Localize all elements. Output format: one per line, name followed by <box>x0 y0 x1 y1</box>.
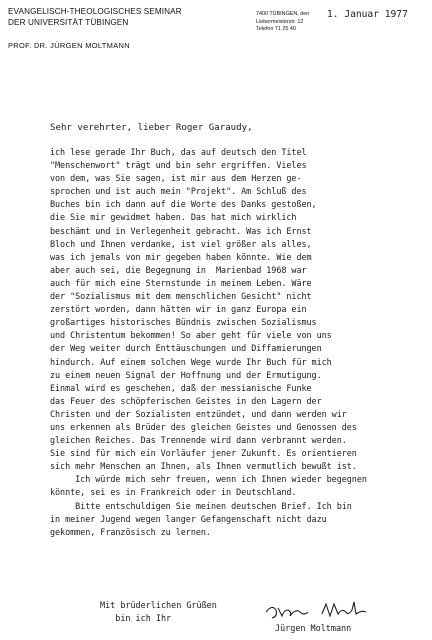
body-line: von dem, was Sie sagen, ist mir aus dem Herzen ge- <box>50 173 302 184</box>
closing-line: Mit brüderlichen Grüßen <box>100 600 217 610</box>
body-line: der "Sozialismus mit dem menschlichen Gesicht" nicht <box>50 291 312 302</box>
body-line: der Weg weiter durch Enttäuschungen und Diffamierungen <box>50 343 322 354</box>
city-line: 7400 TÜBINGEN, den <box>256 11 310 17</box>
body-line: Ich würde mich sehr freuen, wenn ich Ihnen wieder begegnen <box>50 474 367 485</box>
body-line: gekommen, Französisch zu lernen. <box>50 526 211 537</box>
body-line: Sie sind für mich ein Vorläufer jener Zukunft. Es orientieren <box>50 448 357 459</box>
body-line: was ich jemals von mir gegeben haben könnte. Wie dem <box>50 251 312 262</box>
institution-line-2: DER UNIVERSITÄT TÜBINGEN <box>8 18 129 27</box>
closing-line: bin ich Ihr <box>100 613 172 624</box>
body-line: Einmal wird es geschehen, daß der messianische Funke <box>50 382 312 393</box>
body-line: auch für mich eine Sternstunde in meinem Leben. Wäre <box>50 277 312 288</box>
body-line: "Menschenwort" trägt und bin sehr ergriffen. Vieles <box>50 160 307 171</box>
body-line: aber auch sei, die Begegnung in Marienbad 1968 war <box>50 264 307 275</box>
body-line: Bloch und Ihnen verdanke, ist viel größer als alles, <box>50 238 312 249</box>
body-line: Bitte entschuldigen Sie meinen deutschen Brief. Ich bin <box>50 500 352 511</box>
institution-line-1: EVANGELISCH-THEOLOGISCHES SEMINAR <box>8 7 182 16</box>
body-line: das Feuer des schöpferischen Geistes in den Lagern der <box>50 395 322 406</box>
body-line: zerstört worden, dann hätten wir in ganz Europa ein <box>50 304 307 315</box>
body-line: und Christentum bekommen! So aber geht für viele von uns <box>50 330 332 341</box>
body-line: Christen und der Sozialisten entzündet, und dann werden wir <box>50 408 347 419</box>
body-line: sprochen und ist auch mein "Projekt". Am Schluß des <box>50 186 307 197</box>
professor-name: PROF. DR. JÜRGEN MOLTMANN <box>8 41 130 50</box>
body-line: zu einem neuen Signal der Hoffnung und der Ermutigung. <box>50 369 322 380</box>
body-line: in meiner Jugend wegen langer Gefangenschaft nicht dazu <box>50 513 327 524</box>
body-line: Buches bin ich dann auf die Worte des Danks gestoßen, <box>50 199 317 210</box>
salutation: Sehr verehrter, lieber Roger Garaudy, <box>50 123 253 133</box>
signer-name: Jürgen Moltmann <box>275 623 352 633</box>
body-line: uns erkennen als Brüder des gleichen Geistes und Genossen des <box>50 421 357 432</box>
letterhead-address <box>256 11 309 34</box>
letter-body <box>50 146 367 539</box>
body-line: gleichen Reiches. Das Trennende wird dann verbrannt werden. <box>50 435 347 446</box>
handwritten-signature <box>260 598 370 622</box>
body-line: großartiges historisches Bündnis zwischen Sozialismus <box>50 317 317 328</box>
street-line: Liebermeisterstr. 12 <box>256 18 304 25</box>
phone-line: Telefon 71 25 40 <box>256 26 296 33</box>
letter-date: 1. Januar 1977 <box>327 9 408 20</box>
letterhead-institution <box>8 6 182 51</box>
body-line: die Sie mir gewidmet haben. Das hat mich wirklich <box>50 212 297 223</box>
body-line: beschämt und in Verlegenheit gebracht. Was ich Ernst <box>50 225 312 236</box>
letter-closing <box>100 599 217 625</box>
body-line: könnte, sei es in Frankreich oder in Deutschland. <box>50 487 297 498</box>
body-line: sich mehr Menschen an Ihnen, als Ihnen vermutlich bewußt ist. <box>50 461 357 472</box>
body-line: ich lese gerade Ihr Buch, das auf deutsch den Titel <box>50 147 307 157</box>
body-line: hindurch. Auf einem solchen Wege wurde Ihr Buch für mich <box>50 356 332 367</box>
